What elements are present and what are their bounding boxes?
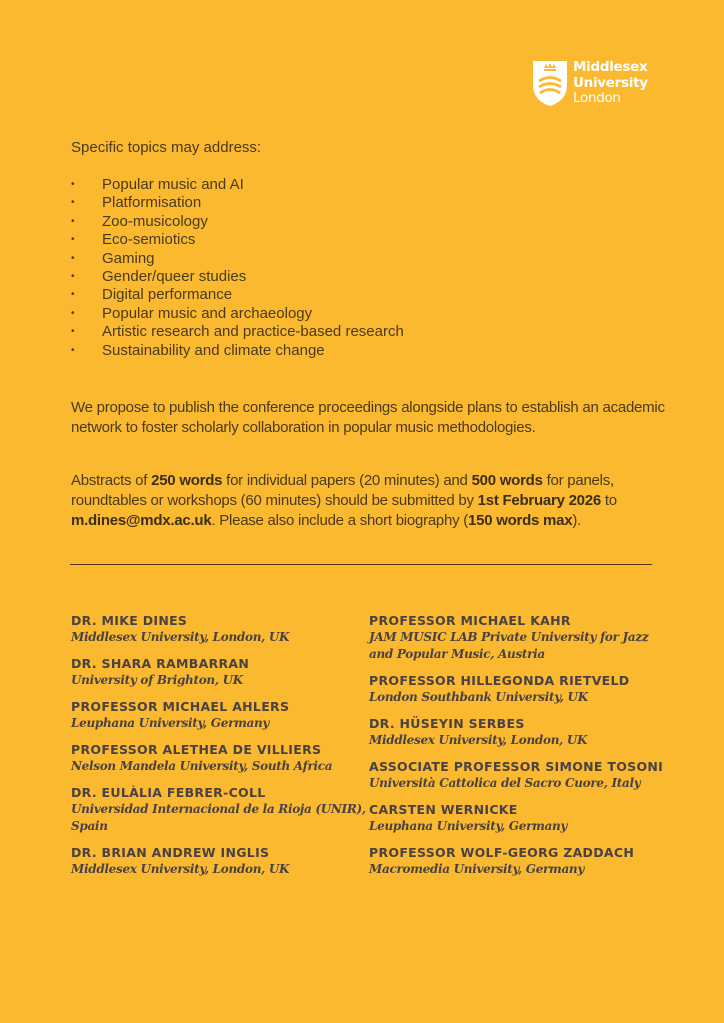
submission-email-link[interactable]: m.dines@mdx.ac.uk (71, 512, 212, 529)
topic-item (71, 286, 404, 304)
bullet-icon: • (71, 271, 75, 283)
committee-member (369, 716, 664, 749)
member-affiliation: Leuphana University, Germany (369, 819, 568, 833)
bullet-icon: • (71, 179, 75, 190)
member-name: PROFESSOR ALETHEA DE VILLIERS (71, 742, 322, 757)
member-affiliation: Middlesex University, London, UK (71, 630, 290, 644)
committee-column-left (71, 613, 366, 888)
logo-line-1: Middlesex (573, 59, 648, 75)
member-affiliation: Nelson Mandela University, South Africa (71, 759, 333, 773)
topic-label: Artistic research and practice-based research (102, 323, 404, 341)
committee-column-right (369, 613, 664, 888)
logo-line-2: University (573, 74, 648, 91)
submission-text: to (600, 492, 617, 509)
submission-text: . Please also include a short biography ( (211, 512, 469, 529)
member-affiliation: University of Brighton, UK (71, 673, 243, 687)
logo-line-3: London (573, 90, 621, 106)
topic-label: Gender/queer studies (102, 268, 247, 286)
member-name: CARSTEN WERNICKE (369, 802, 518, 817)
committee-member (369, 613, 664, 663)
proceedings-paragraph: We propose to publish the conference proceedings alongside plans to establish an academic network to foster scholarly collaboration in popular music methodologies. (71, 399, 665, 436)
topic-label: Eco-semiotics (102, 231, 196, 249)
topic-item (71, 305, 404, 323)
topic-label: Gaming (102, 249, 155, 267)
submission-text: for panels, roundtables or workshops (60 minutes) should be submitted by (71, 472, 614, 509)
topic-item (71, 268, 404, 286)
topic-item (71, 194, 404, 212)
bullet-icon: • (71, 234, 75, 246)
submission-text: ). (572, 512, 581, 529)
member-affiliation: Macromedia University, Germany (369, 862, 585, 876)
topic-label: Zoo-musicology (102, 212, 208, 230)
submission-paragraph (71, 471, 671, 531)
member-affiliation: London Southbank University, UK (369, 690, 588, 704)
member-affiliation: JAM MUSIC LAB Private University for Jazz and Popular Music, Austria (369, 630, 649, 661)
committee-member (71, 613, 366, 646)
topic-item (71, 213, 404, 231)
university-shield-crest-icon (531, 59, 569, 107)
paper-word-limit: 250 words (151, 472, 223, 489)
topic-label: Digital performance (102, 286, 233, 304)
committee-member (369, 802, 664, 835)
bullet-icon: • (71, 326, 75, 338)
committee-member (71, 699, 366, 732)
bullet-icon: • (71, 197, 75, 209)
bullet-icon: • (71, 252, 75, 264)
submission-text: for individual papers (20 minutes) and (222, 472, 472, 489)
topic-label: Popular music and AI (102, 176, 244, 193)
member-name: DR. HÜSEYIN SERBES (369, 716, 525, 731)
member-name: ASSOCIATE PROFESSOR SIMONE TOSONI (369, 759, 664, 774)
topic-item (71, 176, 404, 194)
topic-item (71, 231, 404, 249)
section-divider (70, 564, 652, 565)
committee-member (369, 759, 664, 792)
member-affiliation: Università Cattolica del Sacro Cuore, Italy (369, 776, 641, 790)
member-affiliation: Leuphana University, Germany (71, 716, 270, 730)
topic-label: Popular music and archaeology (102, 304, 313, 322)
member-name: PROFESSOR MICHAEL KAHR (369, 613, 571, 628)
university-logo (531, 59, 648, 107)
member-affiliation: Middlesex University, London, UK (369, 733, 588, 747)
biography-word-limit: 150 words max (468, 512, 573, 529)
committee-member (71, 785, 366, 835)
member-affiliation: Middlesex University, London, UK (71, 862, 290, 876)
topics-intro: Specific topics may address: (71, 139, 262, 156)
panel-word-limit: 500 words (471, 472, 543, 489)
member-name: PROFESSOR MICHAEL AHLERS (71, 699, 290, 714)
submission-text: Abstracts of (71, 472, 152, 489)
committee-member (71, 656, 366, 689)
topic-item (71, 250, 404, 268)
topics-list (71, 176, 404, 360)
committee-member (71, 742, 366, 775)
member-name: DR. EULÀLIA FEBRER-COLL (71, 785, 266, 800)
member-affiliation: Universidad Internacional de la Rioja (UNIR), Spain (71, 802, 366, 833)
member-name: PROFESSOR HILLEGONDA RIETVELD (369, 673, 630, 688)
member-name: DR. SHARA RAMBARRAN (71, 656, 250, 671)
member-name: DR. MIKE DINES (71, 613, 188, 628)
committee-member (369, 673, 664, 706)
topic-label: Platformisation (102, 194, 202, 212)
member-name: PROFESSOR WOLF-GEORG ZADDACH (369, 845, 635, 860)
submission-deadline: 1st February 2026 (477, 492, 601, 509)
committee-member (369, 845, 664, 878)
bullet-icon: • (71, 215, 75, 227)
bullet-icon: • (71, 307, 75, 319)
topic-item (71, 323, 404, 341)
topic-item (71, 342, 404, 360)
committee-member (71, 845, 366, 878)
bullet-icon: • (71, 344, 75, 356)
member-name: DR. BRIAN ANDREW INGLIS (71, 845, 270, 860)
topic-label: Sustainability and climate change (102, 341, 325, 359)
bullet-icon: • (71, 289, 75, 301)
